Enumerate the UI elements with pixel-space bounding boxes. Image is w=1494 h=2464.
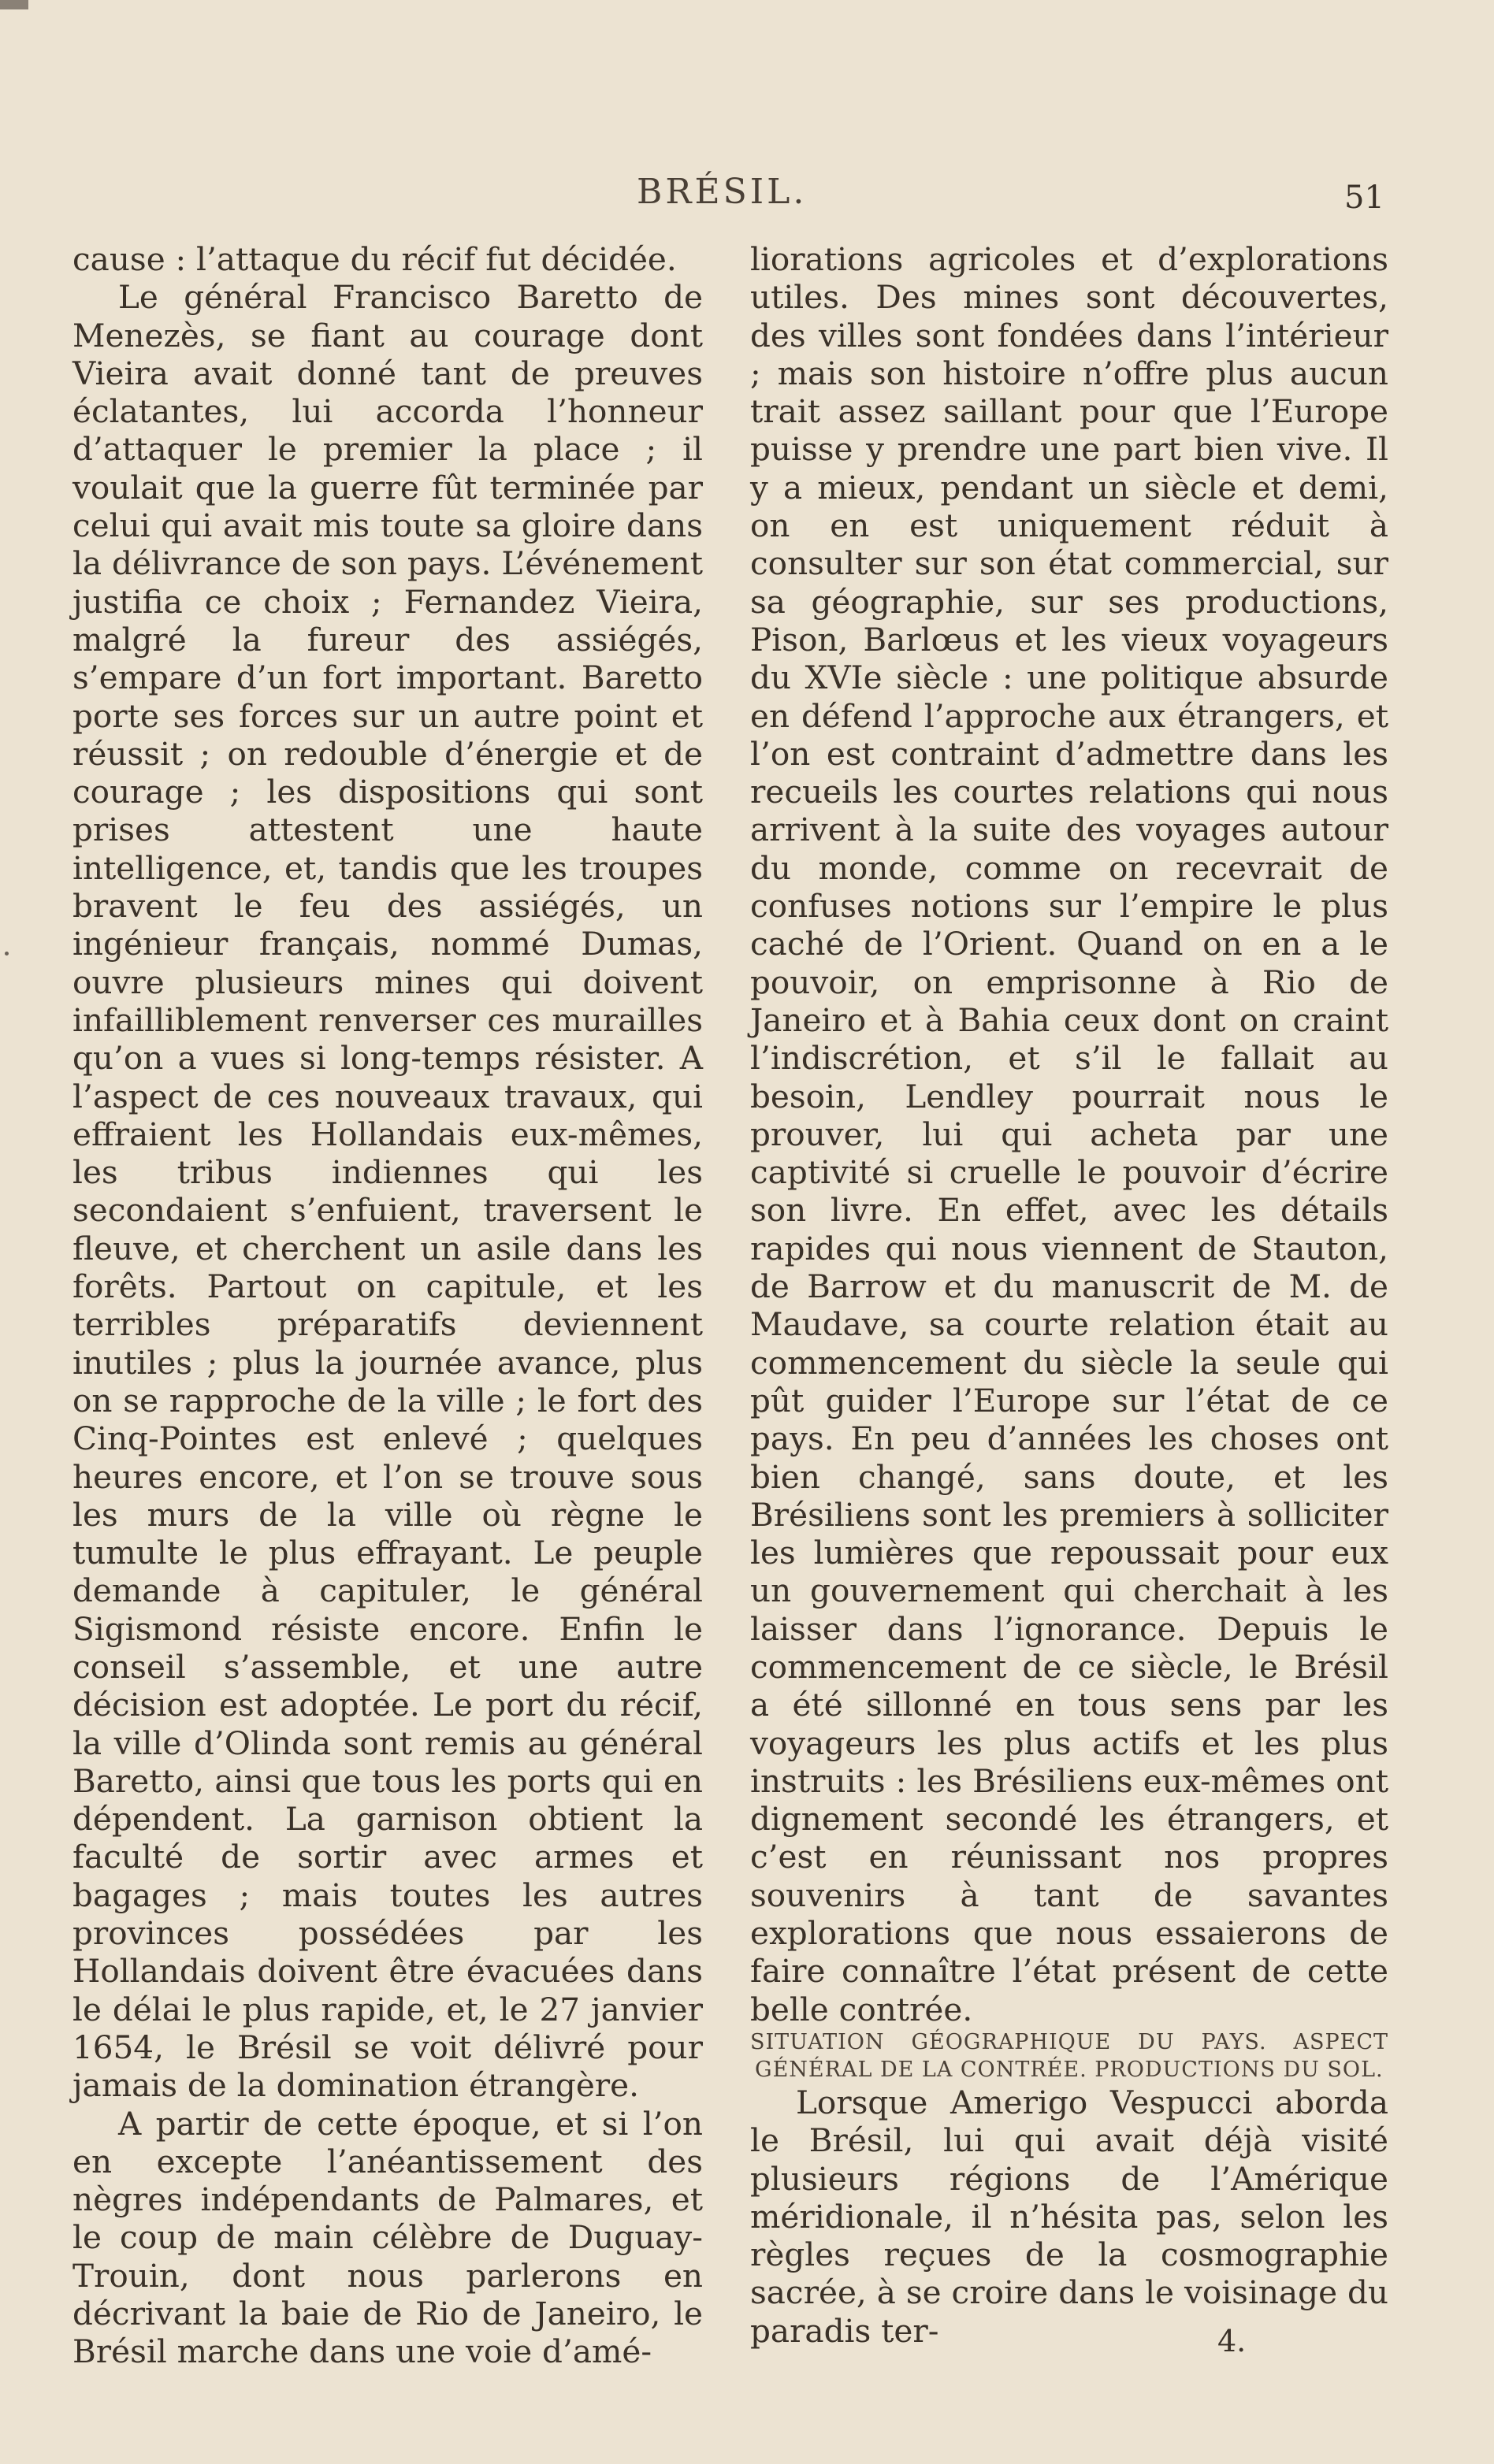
paragraph: A partir de cette époque, et si l’on en excepte l’anéantissement des nègres indépendants de Palmares, et le coup de main célèbre de Duguay-Trouin, dont nous parlerons en décrivant la baie de Rio de Janeiro, le Brésil marche dans une voie d’amé- <box>72 2104 703 2371</box>
margin-speck <box>5 952 9 956</box>
left-column <box>72 240 703 2371</box>
section-heading: SITUATION GÉOGRAPHIQUE DU PAYS. ASPECT GÉNÉRAL DE LA CONTRÉE. PRODUCTIONS DU SOL. <box>750 2029 1388 2082</box>
paragraph: Le général Francisco Baretto de Menezès, se fiant au courage dont Vieira avait donné tant de preuves éclatantes, lui accorda l’honneur d’attaquer le premier la place ; il voulait que la guerre fût terminée par celui qui avait mis toute sa gloire dans la délivrance de son pays. L’événement justifia ce choix ; Fernandez Vieira, malgré la fureur des assiégés, s’empare d’un fort important. Baretto porte ses forces sur un autre point et réussit ; on redouble d’énergie et de courage ; les dispositions qui sont prises attestent une haute intelligence, et, tandis que les troupes bravent le feu des assiégés, un ingénieur français, nommé Dumas, ouvre plusieurs mines qui doivent infailliblement renverser ces murailles qu’on a vues si long-temps résister. A l’aspect de ces nouveaux travaux, qui effraient les Hollandais eux-mêmes, les tribus indiennes qui les secondaient s’enfuient, traversent le fleuve, et cherchent un asile dans les forêts. Partout on capitule, et les terribles préparatifs deviennent inutiles ; plus la journée avance, plus on se rapproche de la ville ; le fort des Cinq-Pointes est enlevé ; quelques heures encore, et l’on se trouve sous les murs de la ville où règne le tumulte le plus effrayant. Le peuple demande à capituler, le général Sigismond résiste encore. Enfin le conseil s’assemble, et une autre décision est adoptée. Le port du récif, la ville d’Olinda sont remis au général Baretto, ainsi que tous les ports qui en dépendent. La garnison obtient la faculté de sortir avec armes et bagages ; mais toutes les autres provinces possédées par les Hollandais doivent être évacuées dans le délai le plus rapide, et, le 27 janvier 1654, le Brésil se voit délivré pour jamais de la domination étrangère. <box>72 278 703 2105</box>
paragraph: cause : l’attaque du récif fut décidée. <box>72 240 677 278</box>
paragraph: Lorsque Amerigo Vespucci aborda le Brésil, lui qui avait déjà visité plusieurs régions de l’Amérique méridionale, il n’hésita pas, selon les règles reçues de la cosmographie sacrée, à se croire dans le voisinage du paradis ter- <box>750 2083 1388 2350</box>
page-number: 51 <box>1344 180 1384 216</box>
corner-mark <box>0 0 28 9</box>
running-title: BRÉSIL. <box>637 172 808 212</box>
paragraph: liorations agricoles et d’explorations utiles. Des mines sont découvertes, des villes sont fondées dans l’intérieur ; mais son histoire n’offre plus aucun trait assez saillant pour que l’Europe puisse y prendre une part bien vive. Il y a mieux, pendant un siècle et demi, on en est uniquement réduit à consulter sur son état commercial, sur sa géographie, sur ses productions, Pison, Barlœus et les vieux voyageurs du XVIe siècle : une politique absurde en défend l’approche aux étrangers, et l’on est contraint d’admettre dans les recueils les courtes relations qui nous arrivent à la suite des voyages autour du monde, comme on recevrait de confuses notions sur l’empire le plus caché de l’Orient. Quand on en a le pouvoir, on emprisonne à Rio de Janeiro et à Bahia ceux dont on craint l’indiscrétion, et s’il le fallait au besoin, Lendley pourrait nous le prouver, lui qui acheta par une captivité si cruelle le pouvoir d’écrire son livre. En effet, avec les détails rapides qui nous viennent de Stauton, de Barrow et du manuscrit de M. de Maudave, sa courte relation était au commencement du siècle la seule qui pût guider l’Europe sur l’état de ce pays. En peu d’années les choses ont bien changé, sans doute, et les Brésiliens sont les premiers à solliciter les lumières que repoussait pour eux un gouvernement qui cherchait à les laisser dans l’ignorance. Depuis le commencement de ce siècle, le Brésil a été sillonné en tous sens par les voyageurs les plus actifs et les plus instruits : les Brésiliens eux-mêmes ont dignement secondé les étrangers, et c’est en réunissant nos propres souvenirs à tant de savantes explorations que nous essaierons de faire connaître l’état présent de cette belle contrée. <box>750 240 1388 2028</box>
right-column <box>750 240 1388 2350</box>
signature-mark: 4. <box>1217 2324 1247 2358</box>
